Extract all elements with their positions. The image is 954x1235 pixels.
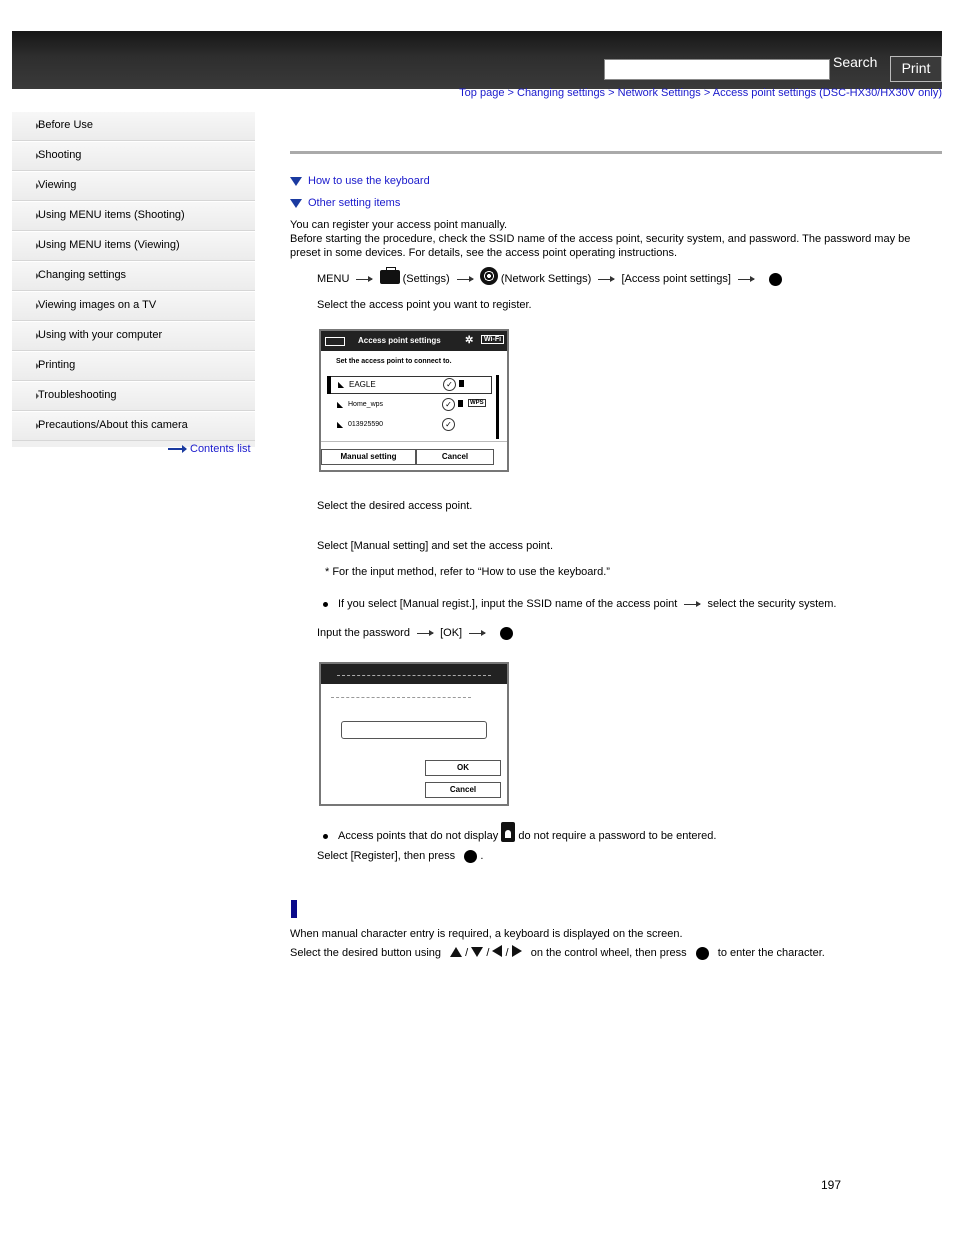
cancel-button[interactable]: Cancel [425,782,501,798]
print-button[interactable]: Print [890,56,942,82]
sidebar-item-viewing[interactable]: Viewing [12,171,255,201]
center-button-icon [500,627,513,640]
step-3: Select the desired access point. [317,500,473,512]
toolbox-icon [380,270,400,284]
scrollbar[interactable] [496,375,499,439]
access-point-screen: Access point settings ✲ Wi-Fi Set the access point to connect to. ◣ EAGLE ✓ ◣ Home_wps ✓ WPS ◣ 013925590 ✓ Manual setting Cancel [319,329,509,472]
center-button-icon [696,947,709,960]
lock-icon [459,380,464,387]
right-arrow-icon [512,945,522,957]
manual-setting-button[interactable]: Manual setting [321,449,416,465]
section-marker [291,900,297,918]
gear-icon: ✲ [465,335,474,346]
globe-icon [480,267,498,285]
down-arrow-icon [290,199,302,208]
signal-icon: ◣ [338,380,345,389]
sidebar-item-computer[interactable]: Using with your computer [12,321,255,351]
check-icon: ✓ [442,398,455,411]
sidebar-item-troubleshooting[interactable]: Troubleshooting [12,381,255,411]
step-4: Select [Manual setting] and set the access point. [317,540,554,552]
sidebar-item-viewing-tv[interactable]: Viewing images on a TV [12,291,255,321]
sidebar [12,111,255,447]
password-field[interactable] [341,721,487,739]
step-6: Select [Register], then press . [317,850,484,862]
screen-header [321,664,507,684]
arrow-right-icon [684,604,700,605]
screen-header: Access point settings ✲ Wi-Fi [321,331,507,351]
sidebar-item-precautions[interactable]: Precautions/About this camera [12,411,255,441]
center-button-icon [464,850,477,863]
sidebar-item-shooting[interactable]: Shooting [12,141,255,171]
sidebar-item-menu-viewing[interactable]: Using MENU items (Viewing) [12,231,255,261]
check-icon: ✓ [442,418,455,431]
access-point-row-selected[interactable]: ◣ EAGLE ✓ [327,376,492,394]
down-arrow-icon [471,947,483,957]
intro-text: You can register your access point manually. Before starting the procedure, check the SSID name of the access point, security system, and password. The password may be preset in some devices. For details, see the access point operating instructions. [290,219,911,259]
center-button-icon [769,273,782,286]
step-5: Input the password [OK] [317,626,513,640]
access-point-row[interactable]: ◣ Home_wps ✓ WPS [337,400,484,409]
keyboard-intro: When manual character entry is required, a keyboard is displayed on the screen. [290,928,683,940]
step-1: MENU (Settings) (Network Settings) [Access point settings] [317,266,917,292]
step-2: Select the access point you want to register. [317,299,532,311]
lock-icon [458,400,463,407]
bullet-manual-regist: If you select [Manual regist.], input the SSID name of the access point select the security system. [323,597,836,611]
sidebar-item-changing-settings[interactable]: Changing settings [12,261,255,291]
left-arrow-icon [492,945,502,957]
page-number: 197 [821,1178,842,1192]
access-point-row[interactable]: ◣ 013925590 ✓ [327,417,490,433]
title-divider [290,151,942,154]
bullet-icon [323,834,328,839]
link-other-settings[interactable]: Other setting items [290,197,400,209]
contents-list-link[interactable]: Contents list [168,443,251,455]
arrow-right-icon [457,279,473,280]
note-input-method: * For the input method, refer to “How to use the keyboard.” [325,566,610,578]
sidebar-item-menu-shooting[interactable]: Using MENU items (Shooting) [12,201,255,231]
link-keyboard[interactable]: How to use the keyboard [290,175,430,187]
bullet-icon [323,602,328,607]
up-arrow-icon [450,947,462,957]
breadcrumb-changing-settings[interactable]: Changing settings [517,87,606,99]
down-arrow-icon [290,177,302,186]
bullet-no-password: Access points that do not display do not require a password to be entered. [323,822,716,843]
arrow-right-icon [598,279,614,280]
signal-icon: ◣ [337,400,344,409]
keyboard-instructions: Select the desired button using / / / on the control wheel, then press to enter the character. [290,947,825,959]
arrow-right-icon [168,448,186,450]
battery-icon [325,337,345,346]
search-button[interactable]: Search [833,54,878,70]
search-input[interactable] [604,59,830,80]
breadcrumb-network-settings[interactable]: Network Settings [617,87,701,99]
arrow-right-icon [469,633,485,634]
signal-icon: ◣ [337,420,344,429]
arrow-right-icon [356,279,372,280]
breadcrumb-top-page[interactable]: Top page [459,87,505,99]
password-screen [319,662,509,806]
arrow-right-icon [417,633,433,634]
sidebar-item-before-use[interactable]: Before Use [12,111,255,141]
check-icon: ✓ [443,378,456,391]
ok-button[interactable]: OK [425,760,501,776]
arrow-right-icon [738,279,754,280]
breadcrumb-access-point[interactable]: Access point settings (DSC-HX30/HX30V only) [712,87,942,99]
cancel-button[interactable]: Cancel [416,449,494,465]
sidebar-item-printing[interactable]: Printing [12,351,255,381]
breadcrumb: Top page > Changing settings > Network Settings > Access point settings (DSC-HX30/HX30V only) [459,87,942,99]
lock-icon [501,822,515,842]
